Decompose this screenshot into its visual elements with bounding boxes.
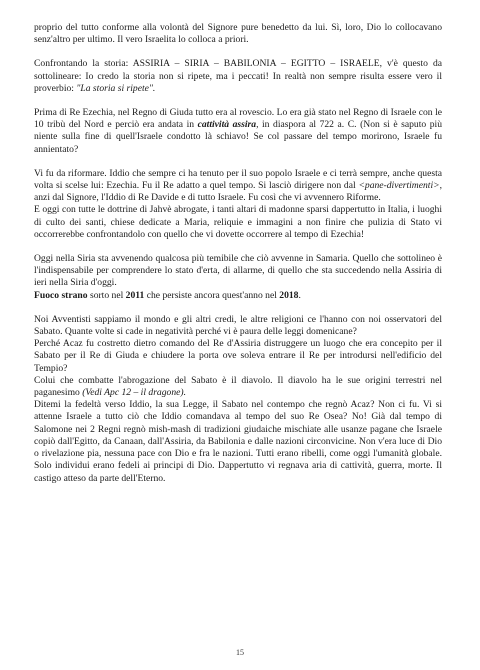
paragraph-2-text: Confrontando la storia: ASSIRIA – SIRIA – BABILONIA – EGITTO – ISRAELE, v'è questo da sottolineare: Io credo la storia non si ripete, ma i peccati! In realtà non sempre risulta essere vero il proverbio: (34, 58, 442, 94)
cattivita-assira-emphasis: cattività assira (197, 119, 257, 131)
paragraph-5-text-d: . (298, 289, 301, 301)
paragraph-2 (34, 58, 442, 95)
paragraph-6-text-d: Ditemi la fedeltà verso Iddio, la sua Legge, il Sabato nel contempo che regnò Acaz? Non ci fu. Vi si attenne Israele a tutto ciò che Iddio comandava al tempo del suo Re Osea? No! Già dal tempo di Salomone nei 2 Regni regnò mish-mash di tradizioni giudaiche mischiate alle usanze pagane che Israele copiò dall'Egitto, da Canaan, dall'Assiria, da Babilonia e dalle nazioni circonvicine. Non v'era luce di Dio o rivelazione pia, nessuna pace con Dio e fra le nazioni. Tutti erano ribelli, come oggi l'umanità globale. Solo individui erano fedeli ai principi di Dio. Dappertutto vi regnava aria di cattività, guerra, morte. Il castigo atteso da parte dell'Eterno. (34, 399, 442, 484)
fuoco-strano-emphasis: Fuoco strano (34, 289, 88, 301)
paragraph-3-text-a: Prima di Re Ezechia, nel Regno di Giuda tutto era al rovescio. Lo era già stato nel Regno di Israele con le 10 tribù del Nord e perciò era andata in (34, 107, 442, 131)
paragraph-3-text-b: , in diaspora al 722 a. C. (Non si è saputo più niente sulla fine di quell'Israele condotto là schiavo! Se col passare del tempo morirono, Israele fu annientato? (34, 119, 442, 155)
paragraph-4 (34, 168, 442, 205)
paragraph-4-continuation (34, 204, 442, 241)
year-2011: 2011 (125, 289, 145, 301)
paragraph-6-text-c: Colui che combatte l'abrogazione del Sabato è il diavolo. Il diavolo ha le sue origini terrestri nel paganesimo (34, 374, 442, 399)
paragraph-3 (34, 107, 442, 156)
year-2018: 2018 (279, 289, 299, 301)
proverb-quote: "La storia si ripete". (76, 82, 156, 94)
paragraph-6-text-b: Perché Acaz fu costretto dietro comando del Re d'Assiria distruggere un luogo che era concepito per il Sabato per il Re di Giuda e chiudere la porta ove soleva entrare il Re per introdursi nell'edificio del Tempio? (34, 338, 442, 374)
paragraph-5-continuation (34, 290, 442, 302)
paragraph-6 (34, 314, 442, 338)
paragraph-5 (34, 253, 442, 290)
paragraph-5-text-c: che persiste ancora quest'anno nel (144, 289, 280, 301)
body-text (34, 22, 442, 485)
paragraph-4-text-a: Vi fu da riformare. Iddio che sempre ci ha tenuto per il suo popolo Israele e ci terrà sempre, anche questa volta si scelse lui: Ezechia. Fu il Re adatto a quel tempo. Si lasciò dirigere non dal (34, 167, 442, 192)
paragraph-6-text-a: Noi Avventisti sappiamo il mondo e gli altri credi, le altre religioni ce l'hanno con noi osservatori del Sabato. Quante volte si cade in negatività perché vi è paura delle leggi domenicane? (34, 313, 442, 338)
paragraph-4-text-c: E oggi con tutte le dottrine di Jahvè abrogate, i tanti altari di madonne sparsi dappertutto in Italia, i luoghi di culto dei santi, chiese dedicate a Maria, reliquie e immagini a non finire che pulizia di Stato vi occorrerebbe confrontandolo con quello che vi dovette occorrere al tempo di Ezechia! (34, 204, 442, 240)
apc-reference: (Vedi Apc 12 – il dragone). (82, 387, 186, 399)
page-number: 15 (236, 648, 244, 657)
paragraph-5-text-b: sorto nel (87, 289, 126, 301)
paragraph-4-text-b: , anzi dal Signore, l'Iddio di Re Davide e di tutto Israele. Fu così che vi avvennero Riforme. (34, 180, 442, 204)
paragraph-1 (34, 22, 442, 46)
paragraph-6-continuation-3 (34, 399, 442, 484)
paragraph-6-continuation-2 (34, 375, 442, 399)
paragraph-5-text-a: Oggi nella Siria sta avvenendo qualcosa più temibile che ciò avvenne in Samaria. Quello che sottolineo è l'indispensabile per comprendere lo stato d'erta, di allarme, di quello che sta succedendo nella Assiria di ieri nella Siria d'oggi. (34, 253, 442, 289)
pane-divertimenti-emphasis: <pane-divertimenti> (358, 180, 440, 192)
paragraph-6-continuation-1 (34, 338, 442, 375)
paragraph-1-text: proprio del tutto conforme alla volontà del Signore pure benedetto da lui. Sì, loro, Dio lo collocavano senz'altro per ultimo. Il vero Israelita lo colloca a priori. (34, 22, 442, 46)
